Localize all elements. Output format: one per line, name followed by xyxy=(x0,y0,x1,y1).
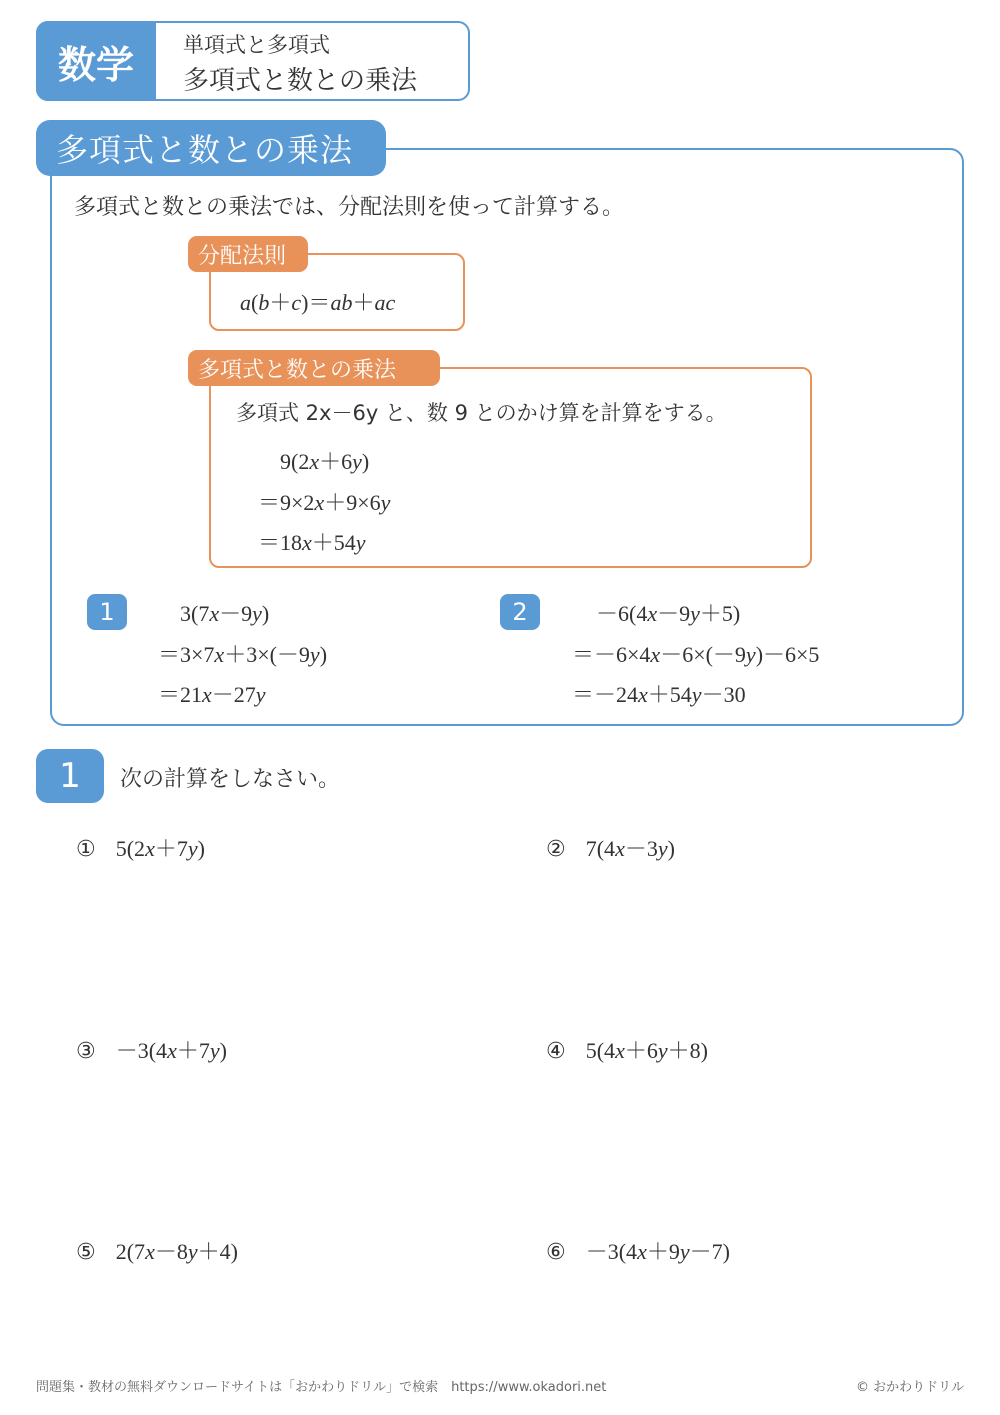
worked-line: ＝－6×4x－6×(－9y)－6×5 xyxy=(572,642,820,667)
worked-number-badge: 1 xyxy=(87,594,127,630)
subject-badge: 数学 xyxy=(36,21,156,101)
problem-expression: 5(4x＋6y＋8) xyxy=(585,1038,708,1063)
worked-line: ＝－24x＋54y－30 xyxy=(572,682,746,707)
worked-line: 3(7x－9y) xyxy=(180,601,270,626)
problem-item xyxy=(546,1034,708,1065)
problem-number: ⑥ xyxy=(546,1240,566,1265)
worked-line: －6(4x－9y＋5) xyxy=(596,601,741,626)
footer-text: 問題集・教材の無料ダウンロードサイトは「おかわりドリル」で検索 https://www.okadori.net xyxy=(36,1380,607,1395)
worked-line: ＝3×7x＋3×(－9y) xyxy=(158,642,328,667)
example-label: 多項式と数との乗法 xyxy=(188,350,440,386)
worked-number-badge: 2 xyxy=(500,594,540,630)
example-line: ＝18x＋54y xyxy=(258,530,366,555)
problem-expression: －3(4x＋7y) xyxy=(115,1038,227,1063)
problem-expression: 7(4x－3y) xyxy=(585,836,675,861)
problem-number: ⑤ xyxy=(76,1240,96,1265)
problem-number: ④ xyxy=(546,1039,566,1064)
rule-formula: a(b＋c)＝ab＋ac xyxy=(240,290,396,315)
example-text: 多項式 2x－6y と、数 9 とのかけ算を計算をする。 xyxy=(236,401,727,425)
problem-item xyxy=(546,832,675,863)
intro-text: 多項式と数との乗法では、分配法則を使って計算する。 xyxy=(74,195,625,220)
problem-expression: －3(4x＋9y－7) xyxy=(585,1239,730,1264)
problem-expression: 2(7x－8y＋4) xyxy=(115,1239,238,1264)
question-number-badge: 1 xyxy=(36,749,104,803)
question-instruction: 次の計算をしなさい。 xyxy=(120,767,341,792)
copyright: © おかわりドリル xyxy=(856,1380,965,1395)
problem-number: ① xyxy=(76,837,96,862)
page-title: 多項式と数との乗法 xyxy=(183,66,418,96)
problem-number: ② xyxy=(546,837,566,862)
example-line: ＝9×2x＋9×6y xyxy=(258,490,391,515)
problem-expression: 5(2x＋7y) xyxy=(115,836,205,861)
problem-item xyxy=(546,1235,730,1266)
worked-line: ＝21x－27y xyxy=(158,682,266,707)
section-title: 多項式と数との乗法 xyxy=(36,120,386,176)
category-label: 単項式と多項式 xyxy=(183,33,330,57)
problem-number: ③ xyxy=(76,1039,96,1064)
example-line: 9(2x＋6y) xyxy=(280,449,370,474)
rule-label: 分配法則 xyxy=(188,236,308,272)
problem-item xyxy=(76,1235,238,1266)
problem-item xyxy=(76,832,205,863)
problem-item xyxy=(76,1034,227,1065)
